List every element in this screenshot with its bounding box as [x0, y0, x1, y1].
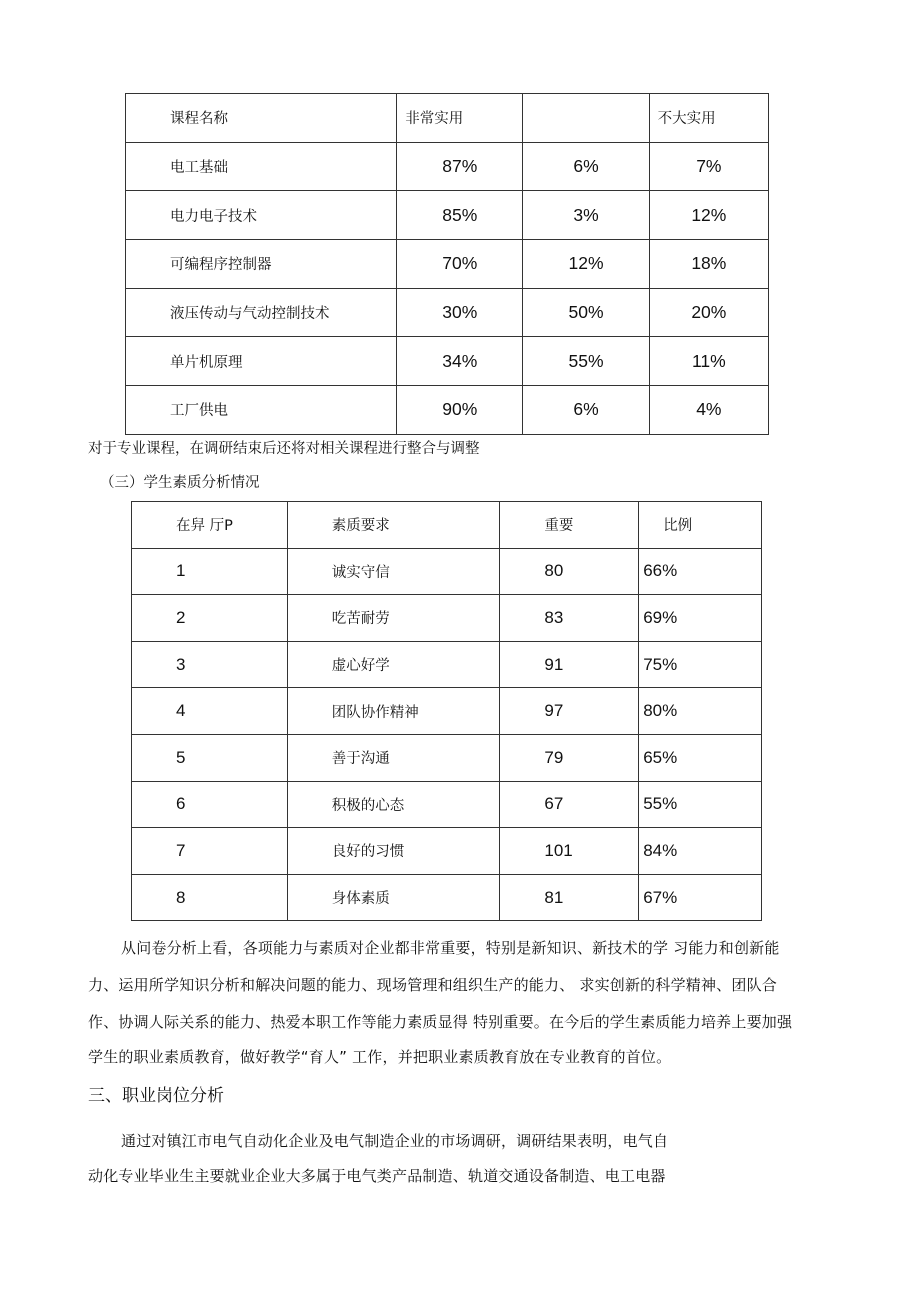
value-cell: 50% — [523, 288, 649, 337]
header-cell — [523, 94, 649, 143]
analysis-paragraph-line: 从问卷分析上看，各项能力与素质对企业都非常重要，特别是新知识、新技术的学 习能力和创新能 — [121, 939, 780, 957]
table-row — [132, 548, 762, 595]
course-name-cell: 单片机原理 — [126, 337, 397, 386]
ratio-cell: 67% — [639, 874, 762, 921]
importance-cell: 67 — [500, 781, 639, 828]
value-cell: 12% — [649, 191, 768, 240]
course-name-cell: 电工基础 — [126, 142, 397, 191]
quality-cell: 团队协作精神 — [287, 688, 500, 735]
course-note: 对于专业课程，在调研结束后还将对相关课程进行整合与调整 — [88, 441, 480, 457]
value-cell: 70% — [397, 240, 523, 289]
table-header-row — [126, 94, 769, 143]
header-cell: 不大实用 — [649, 94, 768, 143]
table-row — [132, 874, 762, 921]
ratio-cell: 69% — [639, 595, 762, 642]
ratio-cell: 84% — [639, 828, 762, 875]
header-cell: 在舁 厅P — [132, 502, 288, 549]
value-cell: 7% — [649, 142, 768, 191]
table-row — [126, 240, 769, 289]
student-quality-table — [131, 501, 762, 921]
quality-cell: 良好的习惯 — [287, 828, 500, 875]
header-cell: 比例 — [639, 502, 762, 549]
course-name-cell: 可编程序控制器 — [126, 240, 397, 289]
course-practicality-table — [125, 93, 769, 435]
header-cell: 课程名称 — [126, 94, 397, 143]
table-row — [132, 595, 762, 642]
table-row — [126, 386, 769, 435]
importance-cell: 97 — [500, 688, 639, 735]
header-cell: 素质要求 — [287, 502, 500, 549]
index-cell: 6 — [132, 781, 288, 828]
value-cell: 4% — [649, 386, 768, 435]
analysis-paragraph-line: 作、协调人际关系的能力、热爱本职工作等能力素质显得 特别重要。在今后的学生素质能力培养上要加强 — [88, 1013, 793, 1031]
value-cell: 90% — [397, 386, 523, 435]
quality-cell: 善于沟通 — [287, 734, 500, 781]
table-row — [132, 828, 762, 875]
value-cell: 18% — [649, 240, 768, 289]
importance-cell: 80 — [500, 548, 639, 595]
table-row — [126, 337, 769, 386]
quality-cell: 虚心好学 — [287, 641, 500, 688]
index-cell: 8 — [132, 874, 288, 921]
table-row — [132, 641, 762, 688]
table-row — [132, 688, 762, 735]
value-cell: 6% — [523, 386, 649, 435]
section-subtitle: （三）学生素质分析情况 — [100, 475, 260, 491]
header-cell: 重要 — [500, 502, 639, 549]
table-row — [132, 781, 762, 828]
ratio-cell: 65% — [639, 734, 762, 781]
value-cell: 20% — [649, 288, 768, 337]
table-row — [126, 288, 769, 337]
quality-cell: 身体素质 — [287, 874, 500, 921]
value-cell: 55% — [523, 337, 649, 386]
importance-cell: 101 — [500, 828, 639, 875]
value-cell: 34% — [397, 337, 523, 386]
ratio-cell: 80% — [639, 688, 762, 735]
ratio-cell: 75% — [639, 641, 762, 688]
index-cell: 7 — [132, 828, 288, 875]
value-cell: 3% — [523, 191, 649, 240]
importance-cell: 91 — [500, 641, 639, 688]
analysis-paragraph-line: 学生的职业素质教育，做好教学“育人” 工作，并把职业素质教育放在专业教育的首位。 — [88, 1048, 672, 1066]
course-name-cell: 电力电子技术 — [126, 191, 397, 240]
quality-cell: 积极的心态 — [287, 781, 500, 828]
value-cell: 30% — [397, 288, 523, 337]
index-cell: 5 — [132, 734, 288, 781]
table-row — [126, 191, 769, 240]
importance-cell: 81 — [500, 874, 639, 921]
value-cell: 12% — [523, 240, 649, 289]
value-cell: 85% — [397, 191, 523, 240]
value-cell: 87% — [397, 142, 523, 191]
ratio-cell: 66% — [639, 548, 762, 595]
survey-paragraph-line: 动化专业毕业生主要就业企业大多属于电气类产品制造、轨道交通设备制造、电工电器 — [88, 1167, 666, 1185]
ratio-cell: 55% — [639, 781, 762, 828]
header-cell: 非常实用 — [397, 94, 523, 143]
course-name-cell: 工厂供电 — [126, 386, 397, 435]
value-cell: 6% — [523, 142, 649, 191]
index-cell: 3 — [132, 641, 288, 688]
survey-paragraph-line: 通过对镇江市电气自动化企业及电气制造企业的市场调研，调研结果表明，电气自 — [121, 1132, 669, 1150]
index-cell: 2 — [132, 595, 288, 642]
quality-cell: 吃苦耐劳 — [287, 595, 500, 642]
section-heading: 三、职业岗位分析 — [88, 1086, 224, 1106]
analysis-paragraph-line: 力、运用所学知识分析和解决问题的能力、现场管理和组织生产的能力、 求实创新的科学精神、团队合 — [88, 976, 777, 994]
table-header-row — [132, 502, 762, 549]
table-row — [126, 142, 769, 191]
quality-cell: 诚实守信 — [287, 548, 500, 595]
table-row — [132, 734, 762, 781]
importance-cell: 79 — [500, 734, 639, 781]
index-cell: 1 — [132, 548, 288, 595]
course-name-cell: 液压传动与气动控制技术 — [126, 288, 397, 337]
value-cell: 11% — [649, 337, 768, 386]
importance-cell: 83 — [500, 595, 639, 642]
index-cell: 4 — [132, 688, 288, 735]
